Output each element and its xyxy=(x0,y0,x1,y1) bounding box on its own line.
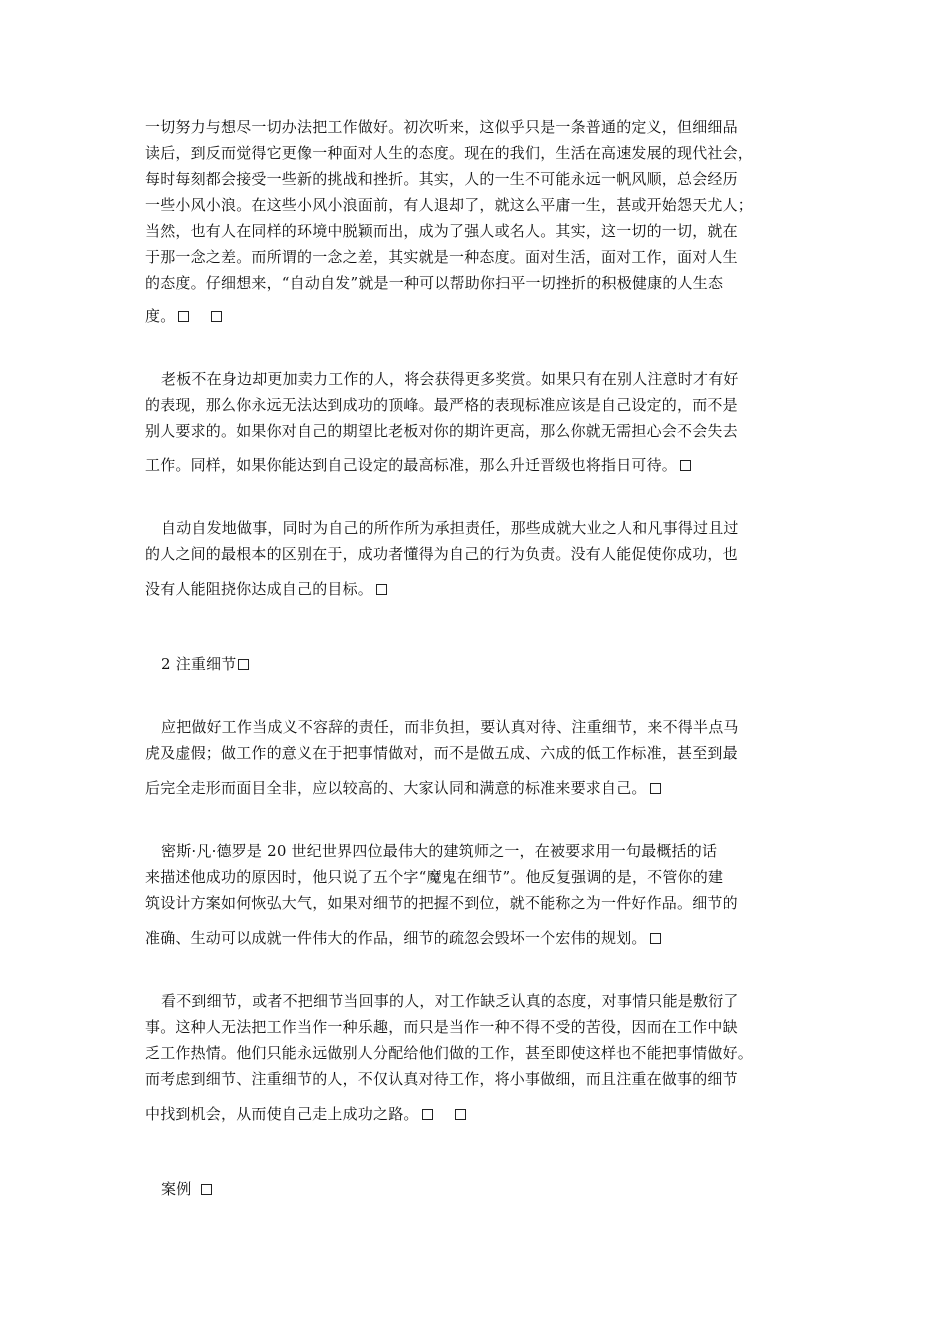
paragraph-5-line-2: 来描述他成功的原因时，他只说了五个字“魔鬼在细节”。他反复强调的是，不管你的建 xyxy=(145,868,724,886)
paragraph-4-line-2: 虎及虚假；做工作的意义在于把事情做对，而不是做五成、六成的低工作标准，甚至到最 xyxy=(145,744,738,762)
case-heading-text: 案例 xyxy=(161,1180,192,1198)
paragraph-4-line-3 xyxy=(145,776,805,800)
paragraph-3-line-3 xyxy=(145,577,805,601)
placeholder-box-icon xyxy=(201,1184,212,1195)
paragraph-1-line-7: 的态度。仔细想来，“自动自发”就是一种可以帮助你扫平一切挫折的积极健康的人生态 xyxy=(145,274,724,292)
placeholder-box-icon xyxy=(178,311,189,322)
placeholder-box-icon xyxy=(680,460,691,471)
case-heading xyxy=(161,1177,805,1201)
paragraph-5-line-4-text: 准确、生动可以成就一件伟大的作品，细节的疏忽会毁坏一个宏伟的规划。 xyxy=(145,929,647,947)
paragraph-2-line-4 xyxy=(145,453,805,477)
paragraph-6-line-1: 看不到细节，或者不把细节当回事的人，对工作缺乏认真的态度，对事情只能是敷衍了 xyxy=(161,992,739,1010)
paragraph-5-line-3: 筑设计方案如何恢弘大气，如果对细节的把握不到位，就不能称之为一件好作品。细节的 xyxy=(145,894,738,912)
placeholder-box-icon xyxy=(422,1109,433,1120)
paragraph-5-line-4 xyxy=(145,926,805,950)
paragraph-5-line-1: 密斯·凡·德罗是 20 世纪世界四位最伟大的建筑师之一，在被要求用一句最概括的话 xyxy=(161,842,718,860)
paragraph-3-line-2: 的人之间的最根本的区别在于，成功者懂得为自己的行为负责。没有人能促使你成功，也 xyxy=(145,545,738,563)
paragraph-4-line-3-text: 后完全走形而面目全非，应以较高的、大家认同和满意的标准来要求自己。 xyxy=(145,779,647,797)
placeholder-box-icon xyxy=(376,584,387,595)
placeholder-box-icon xyxy=(455,1109,466,1120)
paragraph-3-line-3-text: 没有人能阻挠你达成自己的目标。 xyxy=(145,580,374,598)
placeholder-box-icon xyxy=(650,933,661,944)
placeholder-box-icon xyxy=(238,659,249,670)
paragraph-1-line-5: 当然，也有人在同样的环境中脱颖而出，成为了强人或名人。其实，这一切的一切，就在 xyxy=(145,222,738,240)
placeholder-box-icon xyxy=(650,783,661,794)
paragraph-2-line-2: 的表现，那么你永远无法达到成功的顶峰。最严格的表现标准应该是自己设定的，而不是 xyxy=(145,396,738,414)
placeholder-box-icon xyxy=(211,311,222,322)
section-heading xyxy=(161,652,805,676)
paragraph-2-line-1: 老板不在身边却更加卖力工作的人，将会获得更多奖赏。如果只有在别人注意时才有好 xyxy=(161,370,739,388)
paragraph-1-line-3: 每时每刻都会接受一些新的挑战和挫折。其实，人的一生不可能永远一帆风顺，总会经历 xyxy=(145,170,738,188)
paragraph-6-line-5-text: 中找到机会，从而使自己走上成功之路。 xyxy=(145,1105,419,1123)
paragraph-6-line-2: 事。这种人无法把工作当作一种乐趣，而只是当作一种不得不受的苦役，因而在工作中缺 xyxy=(145,1018,738,1036)
paragraph-1-line-8 xyxy=(145,304,805,328)
paragraph-3-line-1: 自动自发地做事，同时为自己的所作所为承担责任，那些成就大业之人和凡事得过且过 xyxy=(161,519,739,537)
paragraph-6-line-4: 而考虑到细节、注重细节的人，不仅认真对待工作，将小事做细，而且注重在做事的细节 xyxy=(145,1070,738,1088)
paragraph-4-line-1: 应把做好工作当成义不容辞的责任，而非负担，要认真对待、注重细节，来不得半点马 xyxy=(161,718,739,736)
paragraph-6-line-5 xyxy=(145,1102,805,1126)
section-heading-text: 2 注重细节 xyxy=(161,655,237,673)
paragraph-1-line-2: 读后，到反而觉得它更像一种面对人生的态度。现在的我们，生活在高速发展的现代社会， xyxy=(145,144,754,162)
paragraph-1-line-6: 于那一念之差。而所谓的一念之差，其实就是一种态度。面对生活，面对工作，面对人生 xyxy=(145,248,738,266)
paragraph-1-line-8-text: 度。 xyxy=(145,307,176,325)
paragraph-1-line-4: 一些小风小浪。在这些小风小浪面前，有人退却了，就这么平庸一生，甚或开始怨天尤人； xyxy=(145,196,754,214)
paragraph-1-line-1: 一切努力与想尽一切办法把工作做好。初次听来，这似乎只是一条普通的定义，但细细品 xyxy=(145,118,738,136)
paragraph-6-line-3: 乏工作热情。他们只能永远做别人分配给他们做的工作，甚至即使这样也不能把事情做好。 xyxy=(145,1044,754,1062)
paragraph-2-line-4-text: 工作。同样，如果你能达到自己设定的最高标准，那么升迁晋级也将指日可待。 xyxy=(145,456,678,474)
paragraph-2-line-3: 别人要求的。如果你对自己的期望比老板对你的期许更高，那么你就无需担心会不会失去 xyxy=(145,422,738,440)
